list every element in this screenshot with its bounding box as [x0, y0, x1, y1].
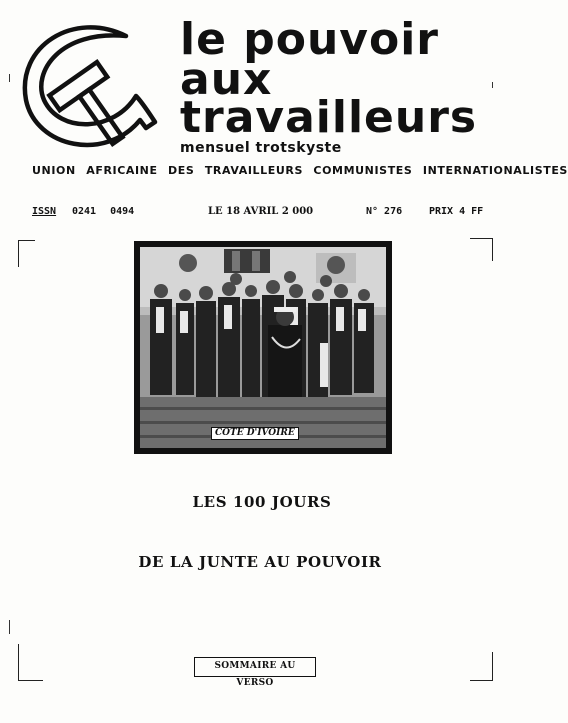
corner-mark-bottom-right	[470, 652, 493, 681]
masthead-title-line-2: aux	[180, 54, 273, 105]
issn-label: ISSN	[32, 206, 57, 217]
issue-price: PRIX 4 FF	[429, 206, 484, 217]
masthead-title-line-3: travailleurs	[180, 92, 478, 143]
cover-photo	[134, 241, 392, 454]
scan-mark	[9, 74, 10, 82]
masthead-subtitle: mensuel trotskyste	[180, 140, 342, 156]
organization-name: UNION AFRICAINE DES TRAVAILLEURS COMMUNISTES INTERNATIONALISTES	[32, 164, 568, 177]
sommaire-box: SOMMAIRE AU VERSO	[194, 657, 316, 677]
headline-primary: LES 100 JOURS	[192, 493, 332, 511]
issn-number: 0241 0494	[72, 206, 135, 217]
corner-mark-top-left	[18, 240, 35, 267]
corner-mark-bottom-left	[18, 644, 43, 681]
scan-mark	[492, 82, 493, 88]
photo-caption: COTE D'IVOIRE	[211, 427, 299, 440]
issue-number: N° 276	[366, 206, 403, 217]
scan-mark	[9, 620, 10, 634]
masthead-title-line-1: le pouvoir	[180, 14, 439, 65]
headline-secondary: DE LA JUNTE AU POUVOIR	[138, 553, 382, 571]
corner-mark-top-right	[470, 238, 493, 261]
hammer-sickle-icon	[14, 16, 164, 156]
group-photo-image	[140, 247, 386, 448]
issue-date: LE 18 AVRIL 2 000	[208, 206, 314, 217]
